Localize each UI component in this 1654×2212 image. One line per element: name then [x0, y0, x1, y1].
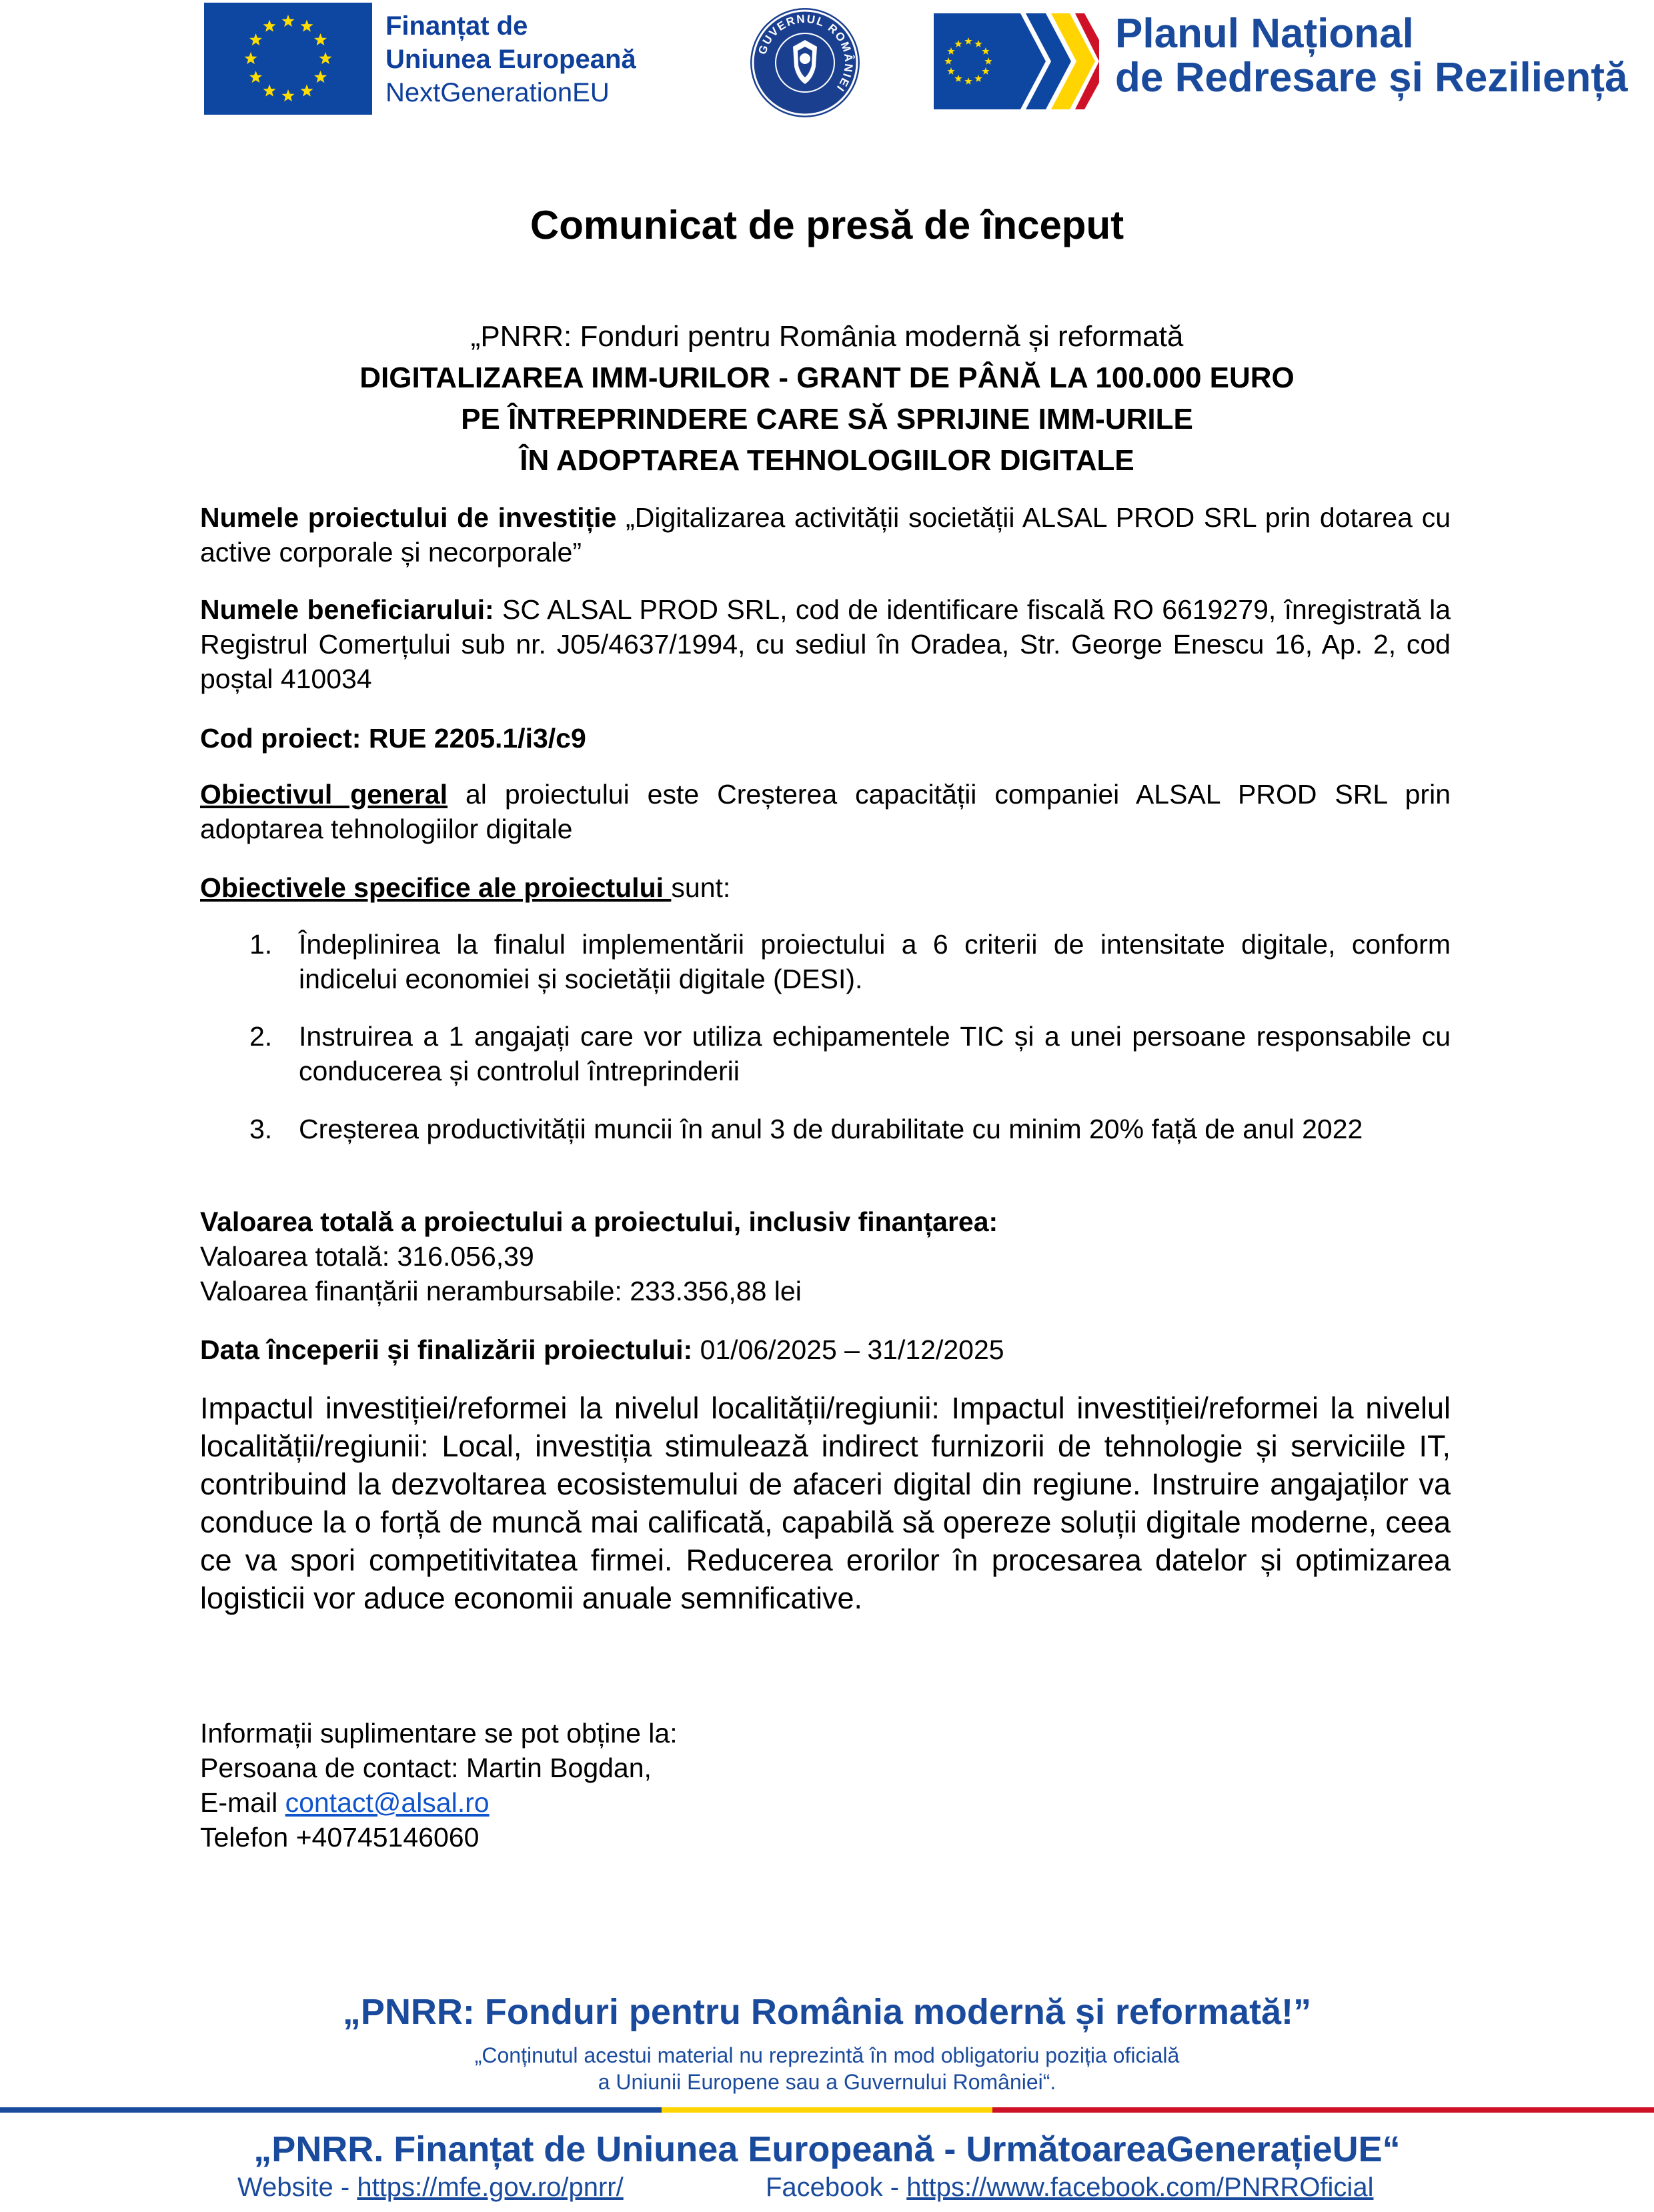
eu-star-icon	[314, 71, 327, 83]
list-item: Instruirea a 1 angajați care vor utiliza echipamentele TIC și a unei persoane responsabile cu conducerea și controlul întreprinderii	[299, 1021, 1451, 1086]
website-label: Website -	[237, 2173, 357, 2202]
project-dates-value: 01/06/2025 – 31/12/2025	[692, 1334, 1004, 1365]
program-subtitle: „PNRR: Fonduri pentru România modernă și reformată	[470, 320, 1184, 353]
eu-star-icon	[249, 71, 262, 83]
footer-facebook	[766, 2170, 1373, 2205]
eu-logo-line-2: Uniunea Europeană	[385, 45, 636, 74]
project-name-paragraph	[200, 500, 1451, 570]
headline-line-3: ÎN ADOPTAREA TEHNOLOGIILOR DIGITALE	[520, 444, 1134, 477]
pnrr-logo-line-2: de Redresare și Reziliență	[1115, 55, 1628, 101]
project-total-value: Valoarea totală: 316.056,39	[200, 1241, 534, 1272]
beneficiary-paragraph	[200, 592, 1451, 696]
footer-website	[237, 2170, 624, 2205]
footer-disclaimer-line-1: „Conținutul acestui material nu reprezintă în mod obligatoriu poziția oficială	[474, 2043, 1180, 2067]
eu-funding-logo-text	[385, 9, 636, 109]
project-name-label: Numele proiectului de investiție	[200, 502, 617, 533]
project-dates-label: Data începerii și finalizării proiectului:	[200, 1334, 693, 1365]
footer-tagline: „PNRR. Finanțat de Uniunea Europeană - UrmătoareaGenerațieUE“	[253, 2129, 1401, 2169]
email-link[interactable]: contact@alsal.ro	[285, 1787, 490, 1818]
project-name-value: „Digitalizarea activității societății ALSAL PROD SRL prin dotarea cu active corporale și necorporale”	[200, 502, 1451, 568]
eu-star-icon	[263, 20, 275, 32]
eu-star-icon	[263, 85, 275, 97]
gov-seal-text: GUVERNUL ROMÂNIEI	[756, 12, 856, 95]
contact-person: Persoana de contact: Martin Bogdan,	[200, 1753, 652, 1783]
government-seal-logo	[748, 5, 862, 120]
pnrr-logo-text	[1115, 12, 1627, 100]
headline-line-2: PE ÎNTREPRINDERE CARE SĂ SPRIJINE IMM-URILE	[461, 403, 1193, 435]
page-title: Comunicat de presă de început	[530, 203, 1124, 247]
eu-star-icon	[249, 33, 262, 45]
project-code: Cod proiect: RUE 2205.1/i3/c9	[200, 723, 586, 754]
list-item: Îndeplinirea la finalul implementării proiectului a 6 criterii de intensitate digitale, conform indicelui economiei și societății digitale (DESI).	[299, 929, 1451, 994]
footer-slogan: „PNRR: Fonduri pentru România modernă și reformată!”	[342, 1992, 1312, 2032]
facebook-link[interactable]: https://www.facebook.com/PNRROficial	[906, 2173, 1374, 2202]
list-item-number: 1.	[249, 929, 273, 960]
contact-email-line	[200, 1785, 1451, 1820]
footer-disclaimer-line-2: a Uniunii Europene sau a Guvernului României“.	[598, 2070, 1056, 2094]
eu-stars-icon	[204, 3, 372, 115]
specific-objectives-suffix: sunt:	[671, 872, 731, 903]
website-link[interactable]: https://mfe.gov.ro/pnrr/	[357, 2173, 624, 2202]
eu-star-icon	[319, 52, 331, 64]
eu-star-icon	[281, 89, 294, 101]
contact-intro: Informații suplimentare se pot obține la:	[200, 1718, 678, 1749]
facebook-label: Facebook -	[766, 2173, 907, 2202]
general-objective-label: Obiectivul general	[200, 779, 448, 810]
beneficiary-value: SC ALSAL PROD SRL, cod de identificare fiscală RO 6619279, înregistrată la Registrul Comerțului sub nr. J05/4637/1994, cu sediul în Oradea, Str. George Enescu 16, Ap. 2, cod poștal 410034	[200, 594, 1451, 694]
eu-star-icon	[244, 52, 257, 64]
email-label: E-mail	[200, 1787, 285, 1818]
footer-tricolor-divider	[0, 2107, 1654, 2113]
impact-paragraph: Impactul investiției/reformei la nivelul localității/regiunii: Impactul investiției/reformei la nivelul localității/regiunii: Local, investiția stimulează indirect furnizorii de tehnologie și serviciile IT, contribuind la dezvoltarea ecosistemului de afaceri digital din regiune. Instruire angajaților va conduce la o forță de muncă mai calificată, capabilă să opereze soluții digitale moderne, ceea ce va spori competitivitatea firmei. Reducerea erorilor în procesarea datelor și optimizarea logisticii vor aduce economii anuale semnificative.	[200, 1391, 1451, 1615]
headline-line-1: DIGITALIZAREA IMM-URILOR - GRANT DE PÂNĂ LA 100.000 EURO	[359, 361, 1295, 394]
list-item: Creșterea productivității muncii în anul 3 de durabilitate cu minim 20% față de anul 2022	[299, 1114, 1363, 1144]
specific-objectives-heading	[200, 870, 1451, 905]
eu-star-icon	[300, 85, 313, 97]
eu-flag-logo	[204, 3, 372, 115]
pnrr-logo-line-1: Planul Național	[1115, 11, 1414, 57]
list-item-number: 3.	[249, 1114, 273, 1144]
beneficiary-label: Numele beneficiarului:	[200, 594, 494, 625]
pnrr-emblem-logo	[934, 13, 1099, 109]
general-objective-paragraph	[200, 777, 1451, 846]
project-grant-value: Valoarea finanțării nerambursabile: 233.356,88 lei	[200, 1276, 802, 1306]
eu-star-icon	[281, 15, 294, 27]
specific-objectives-label: Obiectivele specifice ale proiectului	[200, 872, 672, 903]
contact-phone: Telefon +40745146060	[200, 1822, 480, 1853]
eu-logo-line-1: Finanțat de	[385, 11, 528, 41]
eu-logo-line-3: NextGenerationEU	[385, 78, 610, 107]
project-value-heading: Valoarea totală a proiectului a proiectului, inclusiv finanțarea:	[200, 1206, 998, 1237]
eu-star-icon	[300, 20, 313, 32]
list-item-number: 2.	[249, 1021, 273, 1052]
eu-star-icon	[314, 33, 327, 45]
project-dates-paragraph	[200, 1332, 1451, 1367]
general-objective-value: al proiectului este Creșterea capacității companiei ALSAL PROD SRL prin adoptarea tehnologiilor digitale	[200, 779, 1451, 844]
